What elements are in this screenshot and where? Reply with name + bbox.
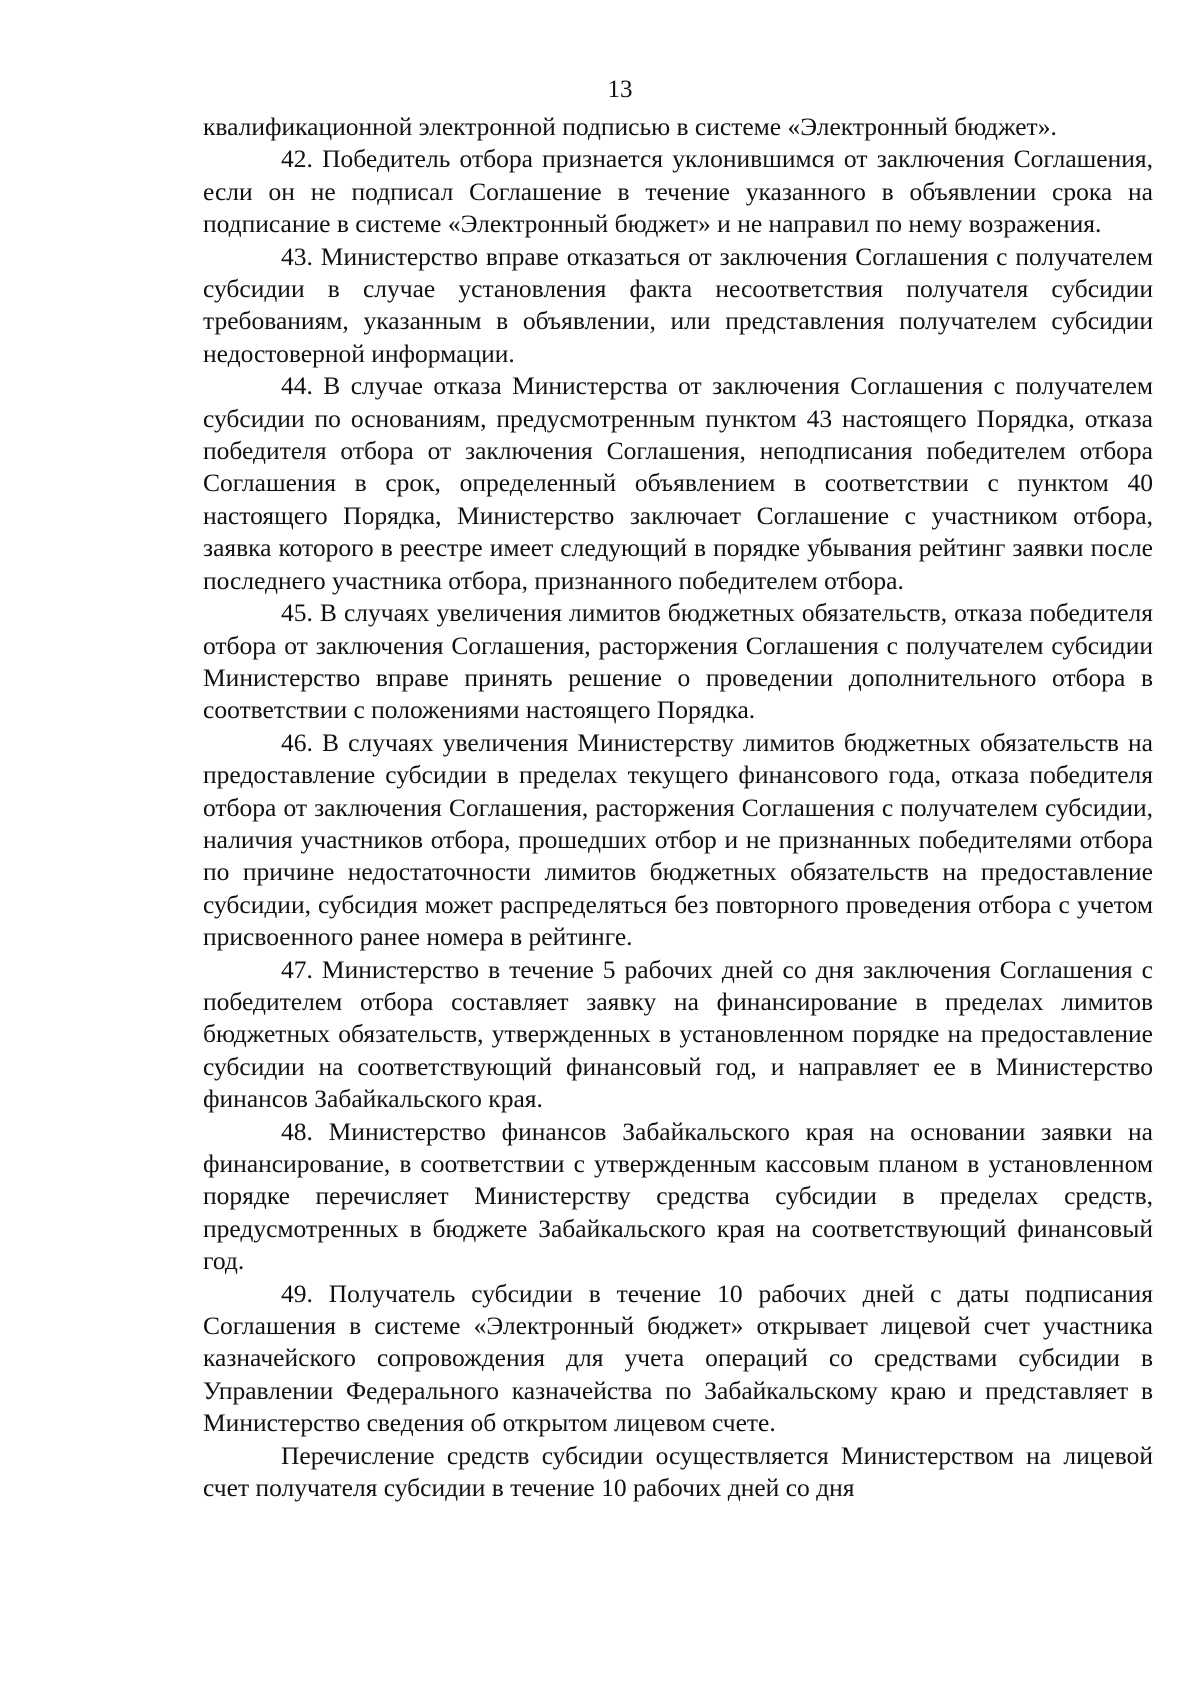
paragraph-clause-43: 43. Министерство вправе отказаться от заключения Соглашения с получателем субсидии в случае установления факта несоответствия получателя субсидии требованиям, указанным в объявлении, или представления получателем субсидии недостоверной информации. bbox=[203, 241, 1153, 368]
paragraph-clause-46: 46. В случаях увеличения Министерству лимитов бюджетных обязательств на предоставление субсидии в пределах текущего финансового года, отказа победителя отбора от заключения Соглашения, расторжения Соглашения с получателем субсидии, наличия участников отбора, прошедших отбор и не признанных победителями отбора по причине недостаточности лимитов бюджетных обязательств на предоставление субсидии, субсидия может распределяться без повторного проведения отбора с учетом присвоенного ранее номера в рейтинге. bbox=[203, 727, 1153, 952]
paragraph-continuation: квалификационной электронной подписью в системе «Электронный бюджет». bbox=[203, 112, 1057, 141]
paragraph-clause-44: 44. В случае отказа Министерства от заключения Соглашения с получателем субсидии по основаниям, предусмотренным пунктом 43 настоящего Порядка, отказа победителя отбора от заключения Соглашения, неподписания победителем отбора Соглашения в срок, определенный объявлением в соответствии с пунктом 40 настоящего Порядка, Министерство заключает Соглашение с участником отбора, заявка которого в реестре имеет следующий в порядке убывания рейтинг заявки после последнего участника отбора, признанного победителем отбора. bbox=[203, 371, 1153, 595]
paragraph-clause-42: 42. Победитель отбора признается уклонившимся от заключения Соглашения, если он не подписал Соглашение в течение указанного в объявлении срока на подписание в системе «Электронный бюджет» и не направил по нему возражения. bbox=[203, 144, 1153, 239]
paragraph-transfer: Перечисление средств субсидии осуществляется Министерством на лицевой счет получателя субсидии в течение 10 рабочих дней со дня bbox=[203, 1440, 1153, 1503]
paragraph-clause-48: 48. Министерство финансов Забайкальского края на основании заявки на финансирование, в соответствии с утвержденным кассовым планом в установленном порядке перечисляет Министерству средства субсидии в пределах средств, предусмотренных в бюджете Забайкальского края на соответствующий финансовый год. bbox=[203, 1116, 1153, 1276]
paragraph-clause-45: 45. В случаях увеличения лимитов бюджетных обязательств, отказа победителя отбора от заключения Соглашения, расторжения Соглашения с получателем субсидии Министерство вправе принять решение о проведении дополнительного отбора в соответствии с положениями настоящего Порядка. bbox=[203, 598, 1153, 725]
document-body bbox=[203, 111, 1153, 1504]
paragraph-clause-47: 47. Министерство в течение 5 рабочих дней со дня заключения Соглашения с победителем отбора составляет заявку на финансирование в пределах лимитов бюджетных обязательств, утвержденных в установленном порядке на предоставление субсидии на соответствующий финансовый год, и направляет ее в Министерство финансов Забайкальского края. bbox=[203, 954, 1153, 1114]
page-number: 13 bbox=[607, 76, 633, 103]
paragraph-clause-49: 49. Получатель субсидии в течение 10 рабочих дней с даты подписания Соглашения в системе «Электронный бюджет» открывает лицевой счет участника казначейского сопровождения для учета операций со средствами субсидии в Управлении Федерального казначейства по Забайкальскому краю и представляет в Министерство сведения об открытом лицевом счете. bbox=[203, 1278, 1153, 1438]
